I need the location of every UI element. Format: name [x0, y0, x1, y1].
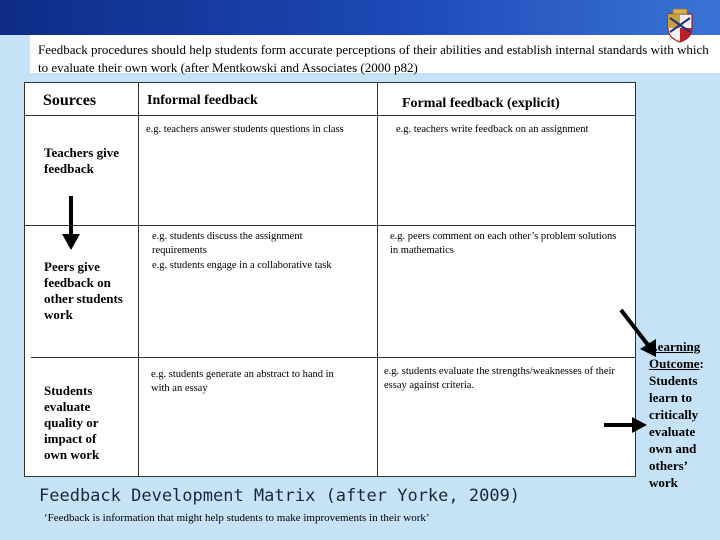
learning-outcome-label: Learning Outcome	[649, 339, 701, 371]
source-teachers: Teachers give feedback	[44, 145, 119, 176]
intro-text: Feedback procedures should help students form accurate perceptions of their abilities and establish internal standards with which to evaluate their own work (after Mentkowski and Associates (2000 p82)	[38, 42, 709, 75]
learning-outcome	[649, 338, 719, 491]
cell-peers-formal: e.g. peers comment on each other’s problem solutions in mathematics	[390, 231, 617, 256]
header-divider	[25, 115, 635, 116]
down-arrow-icon	[61, 196, 81, 252]
cell-teachers-formal: e.g. teachers write feedback on an assignment	[396, 124, 589, 135]
feedback-matrix	[24, 82, 636, 477]
cell-students-formal: e.g. students evaluate the strengths/weaknesses of their essay against criteria.	[384, 366, 615, 391]
column-divider-2	[377, 83, 378, 476]
cell-teachers-informal: e.g. teachers answer students questions in class	[146, 124, 344, 135]
row-divider-1	[25, 225, 635, 226]
source-peers: Peers give feedback on other students work	[44, 259, 123, 322]
header-sources: Sources	[43, 92, 97, 109]
right-arrow-icon	[604, 415, 648, 435]
source-students: Students evaluate quality or impact of own work	[44, 383, 100, 462]
cell-peers-informal-2: e.g. students engage in a collaborative task	[152, 260, 332, 271]
matrix-title: Feedback Development Matrix (after Yorke, 2009)	[39, 486, 521, 506]
column-divider-1	[138, 83, 139, 476]
learning-outcome-text: Students learn to critically evaluate own and others’ work	[649, 373, 699, 490]
row-divider-2	[31, 357, 635, 358]
feedback-caption: ‘Feedback is information that might help students to make improvements in their work’	[44, 512, 430, 524]
header-bar	[0, 0, 720, 35]
header-formal: Formal feedback (explicit)	[402, 96, 560, 111]
cell-students-informal: e.g. students generate an abstract to hand in with an essay	[151, 369, 334, 394]
learning-outcome-colon: :	[699, 356, 704, 371]
cell-peers-informal-1: e.g. students discuss the assignment requirements	[152, 231, 303, 256]
header-informal: Informal feedback	[147, 93, 258, 108]
university-crest-icon	[660, 8, 700, 44]
